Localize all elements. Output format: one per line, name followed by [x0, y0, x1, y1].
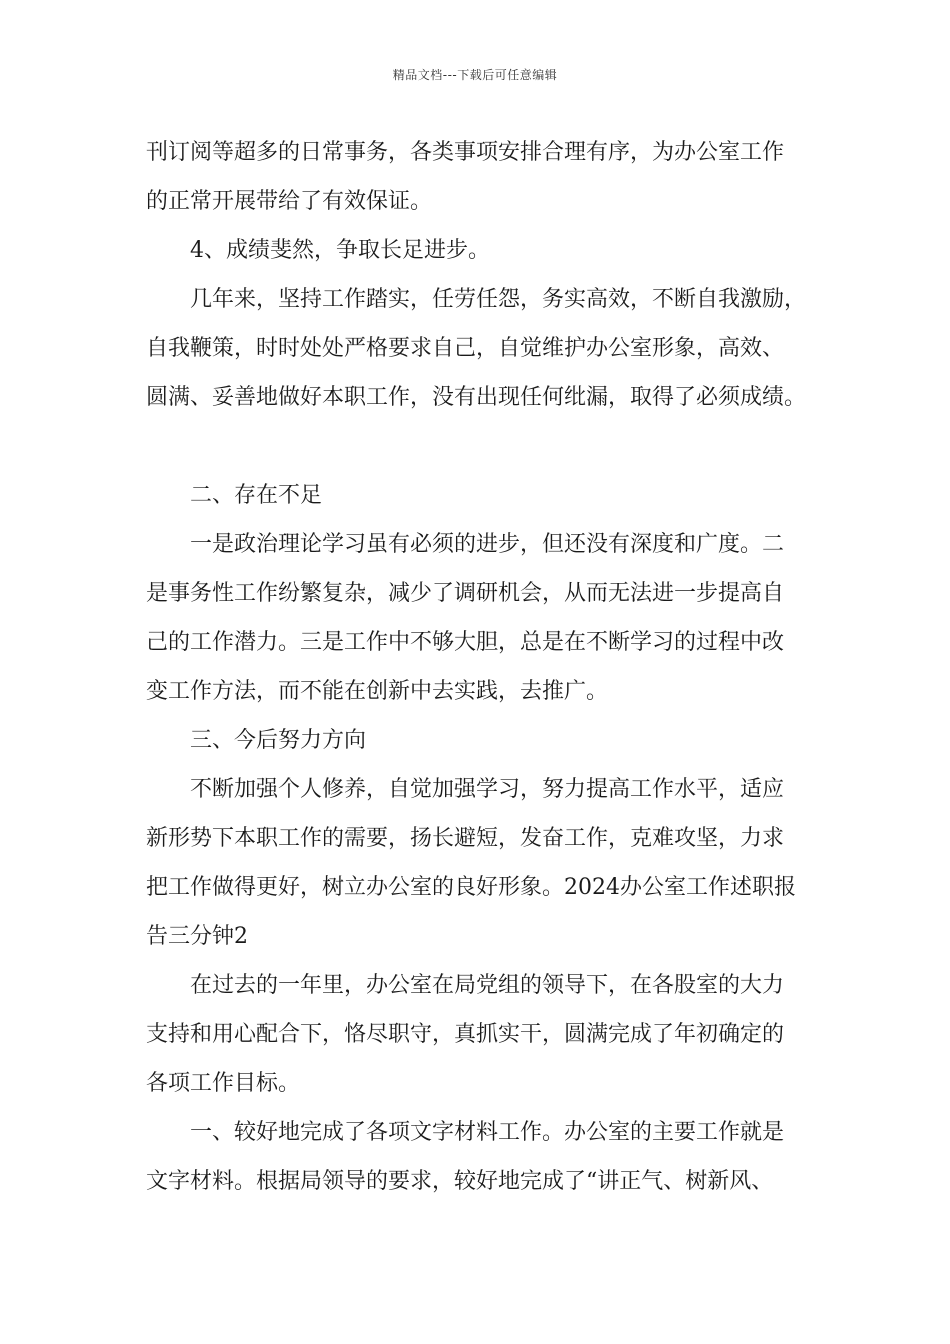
page-header: 精品文档---下载后可任意编辑 — [392, 68, 558, 82]
text-line: 变工作方法，而不能在创新中去实践，去推广。 — [146, 679, 609, 704]
text-line: 的正常开展带给了有效保证。 — [146, 189, 433, 214]
text-line: 把工作做得更好，树立办公室的良好形象。2024办公室工作述职报 — [146, 875, 796, 900]
text-line: 新形势下本职工作的需要，扬长避短，发奋工作，克难攻坚，力求 — [146, 826, 785, 851]
section-heading: 4、成绩斐然，争取长足进步。 — [190, 238, 490, 263]
document-body — [146, 128, 836, 1206]
blank-line — [146, 422, 836, 471]
text-line: 一是政治理论学习虽有必须的进步，但还没有深度和广度。二 — [190, 532, 785, 557]
text-line: 圆满、妥善地做好本职工作，没有出现任何纰漏，取得了必须成绩。 — [146, 385, 807, 410]
text-line: 文字材料。根据局领导的要求，较好地完成了“讲正气、树新风、 — [146, 1169, 774, 1194]
section-heading: 三、今后努力方向 — [190, 728, 367, 753]
text-line: 不断加强个人修养，自觉加强学习，努力提高工作水平，适应 — [190, 777, 785, 802]
text-line: 几年来，坚持工作踏实，任劳任怨，务实高效，不断自我激励， — [190, 287, 807, 312]
text-line: 刊订阅等超多的日常事务，各类事项安排合理有序，为办公室工作 — [146, 140, 785, 165]
text-line: 是事务性工作纷繁复杂，减少了调研机会，从而无法进一步提高自 — [146, 581, 785, 606]
text-line: 支持和用心配合下，恪尽职守，真抓实干，圆满完成了年初确定的 — [146, 1022, 785, 1047]
text-line: 己的工作潜力。三是工作中不够大胆，总是在不断学习的过程中改 — [146, 630, 785, 655]
text-line: 在过去的一年里，办公室在局党组的领导下，在各股室的大力 — [190, 973, 785, 998]
text-line: 自我鞭策，时时处处严格要求自己，自觉维护办公室形象，高效、 — [146, 336, 785, 361]
text-line: 一、较好地完成了各项文字材料工作。办公室的主要工作就是 — [190, 1120, 785, 1145]
text-line: 告三分钟2 — [146, 924, 248, 949]
text-line: 各项工作目标。 — [146, 1071, 301, 1096]
section-heading: 二、存在不足 — [190, 483, 323, 508]
